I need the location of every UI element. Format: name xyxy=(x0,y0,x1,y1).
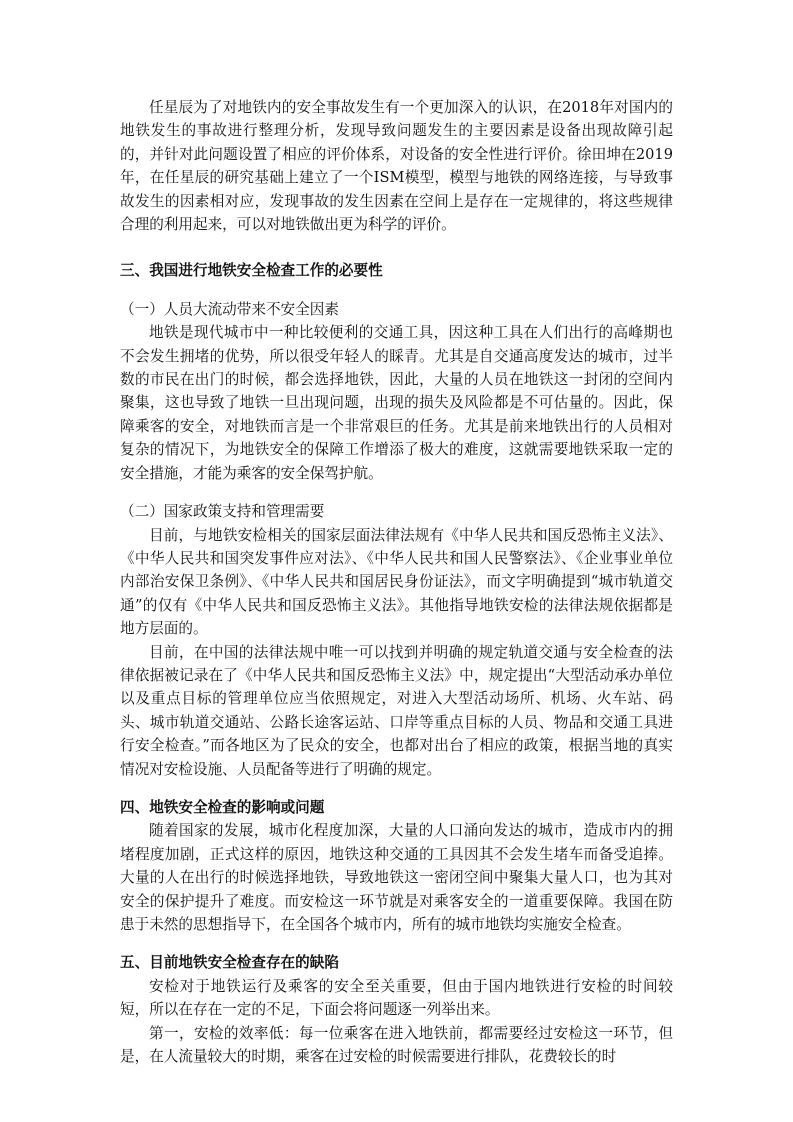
paragraph-4: 随着国家的发展，城市化程度加深，大量的人口涌向发达的城市，造成市内的拥堵程度加剧，正式这样的原因，地铁这种交通的工具因其不会发生堵车而备受追捧。大量的人在出行的时候选择地铁，导致地铁这一密闭空间中聚集大量人口，也为其对安全的保护提升了难度。而安检这一环节就是对乘客安全的一道重要保障。我国在防患于未然的思想指导下，在全国各个城市内，所有的城市地铁均实施安全检查。 xyxy=(120,822,673,933)
document-body xyxy=(120,96,673,1068)
paragraph-3-1: 地铁是现代城市中一种比较便利的交通工具，因这种工具在人们出行的高峰期也不会发生拥堵的优势，所以很受年轻人的睬青。尤其是自交通高度发达的城市，过半数的市民在出门的时候，都会选择地铁，因此，大量的人员在地铁这一封闭的空间内聚集，这也导致了地铁一旦出现问题，出现的损失及风险都是不可估量的。因此，保障乘客的安全，对地铁而言是一个非常艰巨的任务。尤其是前来地铁出行的人员相对复杂的情况下，为地铁安全的保障工作增添了极大的难度，这就需要地铁采取一定的安全措施，才能为乘客的安全保驾护航。 xyxy=(120,324,673,482)
subsection-heading-3-1: （一）人员大流动带来不安全因素 xyxy=(120,300,339,318)
paragraph-5-a: 安检对于地铁运行及乘客的安全至关重要，但由于国内地铁进行安检的时间较短，所以在存在一定的不足，下面会将问题逐一列举出来。 xyxy=(120,977,673,1019)
section-heading-3: 三、我国进行地铁安全检查工作的必要性 xyxy=(120,262,383,280)
paragraph-3-2-a: 目前，与地铁安检相关的国家层面法律法规有《中华人民共和国反恐怖主义法》、《中华人民共和国突发事件应对法》、《中华人民共和国人民警察法》、《企业事业单位内部治安保卫条例》、《中华人民共和国居民身份证法》，而文字明确提到“城市轨道交通”的仅有《中华人民共和国反恐怖主义法》。其他指导地铁安检的法律法规依据都是地方层面的。 xyxy=(120,526,673,638)
section-heading-5: 五、目前地铁安全检查存在的缺陷 xyxy=(120,954,339,972)
intro-paragraph: 任星辰为了对地铁内的安全事故发生有一个更加深入的认识，在2018年对国内的地铁发生的事故进行整理分析，发现导致问题发生的主要因素是设备出现故障引起的，并针对此问题设置了相应的评价体系，对设备的安全性进行评价。徐田坤在2019年，在任星辰的研究基础上建立了一个ISM模型，模型与地铁的网络连接，与导致事故发生的因素相对应，发现事故的发生因素在空间上是存在一定规律的，将这些规律合理的利用起来，可以对地铁做出更为科学的评价。 xyxy=(120,99,673,234)
subsection-heading-3-2: （二）国家政策支持和管理需要 xyxy=(120,503,325,521)
paragraph-5-b: 第一，安检的效率低：每一位乘客在进入地铁前，都需要经过安检这一环节，但是，在人流量较大的时期，乘客在过安检的时候需要进行排队，花费较长的时 xyxy=(120,1024,673,1066)
section-heading-4: 四、地铁安全检查的影响或问题 xyxy=(120,798,325,816)
paragraph-3-2-b: 目前，在中国的法律法规中唯一可以找到并明确的规定轨道交通与安全检查的法律依据被记录在了《中华人民共和国反恐怖主义法》中，规定提出“大型活动承办单位以及重点目标的管理单位应当依照规定，对进入大型活动场所、机场、火车站、码头、城市轨道交通站、公路长途客运站、口岸等重点目标的人员、物品和交通工具进行安全检查。”而各地区为了民众的安全，也都对出台了相应的政策，根据当地的真实情况对安检设施、人员配备等进行了明确的规定。 xyxy=(120,643,673,778)
